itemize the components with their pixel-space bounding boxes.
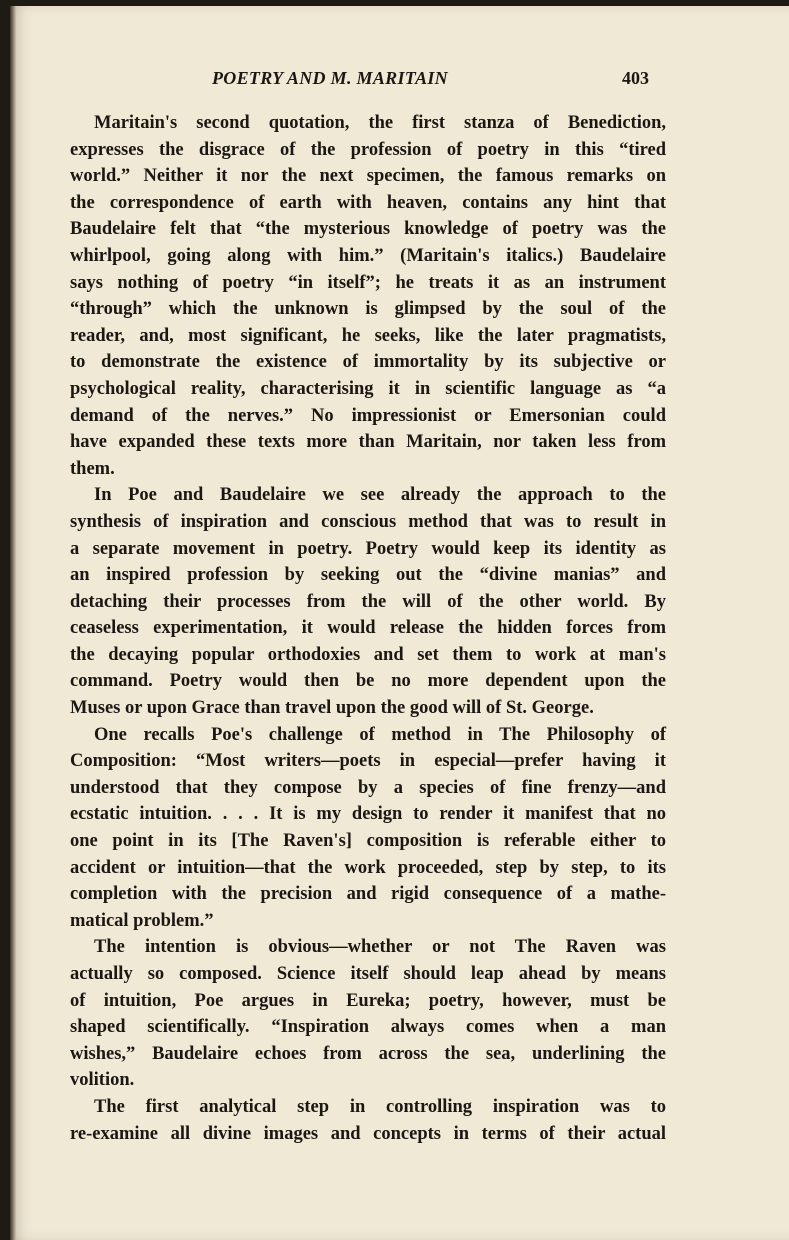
text-line: have expanded these texts more than Maritain, nor taken less from [70, 432, 666, 453]
text-line: command. Poetry would then be no more dependent upon the [70, 671, 666, 692]
text-line: understood that they compose by a species of fine frenzy—and [70, 777, 666, 798]
text-line: “through” which the unknown is glimpsed by the soul of the [70, 299, 666, 320]
text-line: The intention is obvious—whether or not The Raven was [94, 937, 666, 958]
text-line: One recalls Poe's challenge of method in The Philosophy of [94, 724, 666, 745]
page-number: 403 [622, 68, 649, 88]
text-line: the correspondence of earth with heaven, contains any hint that [70, 192, 666, 213]
text-line: matical problem.” [70, 910, 214, 931]
book-page [10, 6, 789, 1240]
text-line: shaped scientifically. “Inspiration always comes when a man [70, 1017, 666, 1038]
text-line: Muses or upon Grace than travel upon the good will of St. George. [70, 698, 594, 719]
text-line: expresses the disgrace of the profession of poetry in this “tired [70, 139, 666, 160]
page-header [10, 66, 789, 96]
text-line: one point in its [The Raven's] composition is referable either to [70, 831, 666, 852]
text-line: to demonstrate the existence of immortality by its subjective or [70, 352, 666, 373]
text-line: Baudelaire felt that “the mysterious knowledge of poetry was the [70, 219, 666, 240]
text-line: Composition: “Most writers—poets in especial—prefer having it [70, 751, 666, 772]
text-line: accident or intuition—that the work proceeded, step by step, to its [70, 857, 666, 878]
text-line: completion with the precision and rigid consequence of a mathe- [70, 884, 666, 905]
text-line: whirlpool, going along with him.” (Maritain's italics.) Baudelaire [70, 245, 666, 266]
text-line: actually so composed. Science itself should leap ahead by means [70, 964, 666, 984]
text-line: an inspired profession by seeking out the “divine manias” and [70, 565, 666, 586]
text-line: Maritain's second quotation, the first stanza of Benediction, [94, 113, 666, 133]
text-line: ceaseless experimentation, it would release the hidden forces from [70, 618, 666, 639]
text-line: reader, and, most significant, he seeks, like the later pragmatists, [70, 325, 666, 346]
body-text [70, 110, 666, 1147]
text-line: them. [70, 458, 115, 479]
text-line: The first analytical step in controlling inspiration was to [94, 1096, 666, 1117]
text-line: re-examine all divine images and concepts in terms of their actual [70, 1123, 666, 1144]
text-line: a separate movement in poetry. Poetry would keep its identity as [70, 538, 666, 559]
text-line: the decaying popular orthodoxies and set them to work at man's [70, 644, 666, 665]
running-head: POETRY AND M. MARITAIN [212, 68, 448, 88]
text-line: of intuition, Poe argues in Eureka; poetry, however, must be [70, 990, 666, 1011]
text-line: world.” Neither it nor the next specimen, the famous remarks on [70, 166, 666, 187]
text-line: psychological reality, characterising it in scientific language as “a [70, 378, 666, 399]
text-line: says nothing of poetry “in itself”; he treats it as an instrument [70, 272, 666, 293]
page-gutter-shadow [10, 6, 16, 1240]
text-line: ecstatic intuition. . . . It is my design to render it manifest that no [70, 804, 666, 825]
text-line: demand of the nerves.” No impressionist or Emersonian could [70, 405, 666, 426]
text-line: volition. [70, 1070, 135, 1091]
text-line: In Poe and Baudelaire we see already the approach to the [94, 485, 666, 506]
text-line: synthesis of inspiration and conscious method that was to result in [70, 511, 666, 532]
text-line: wishes,” Baudelaire echoes from across the sea, underlining the [70, 1043, 666, 1064]
text-line: detaching their processes from the will of the other world. By [70, 591, 666, 612]
